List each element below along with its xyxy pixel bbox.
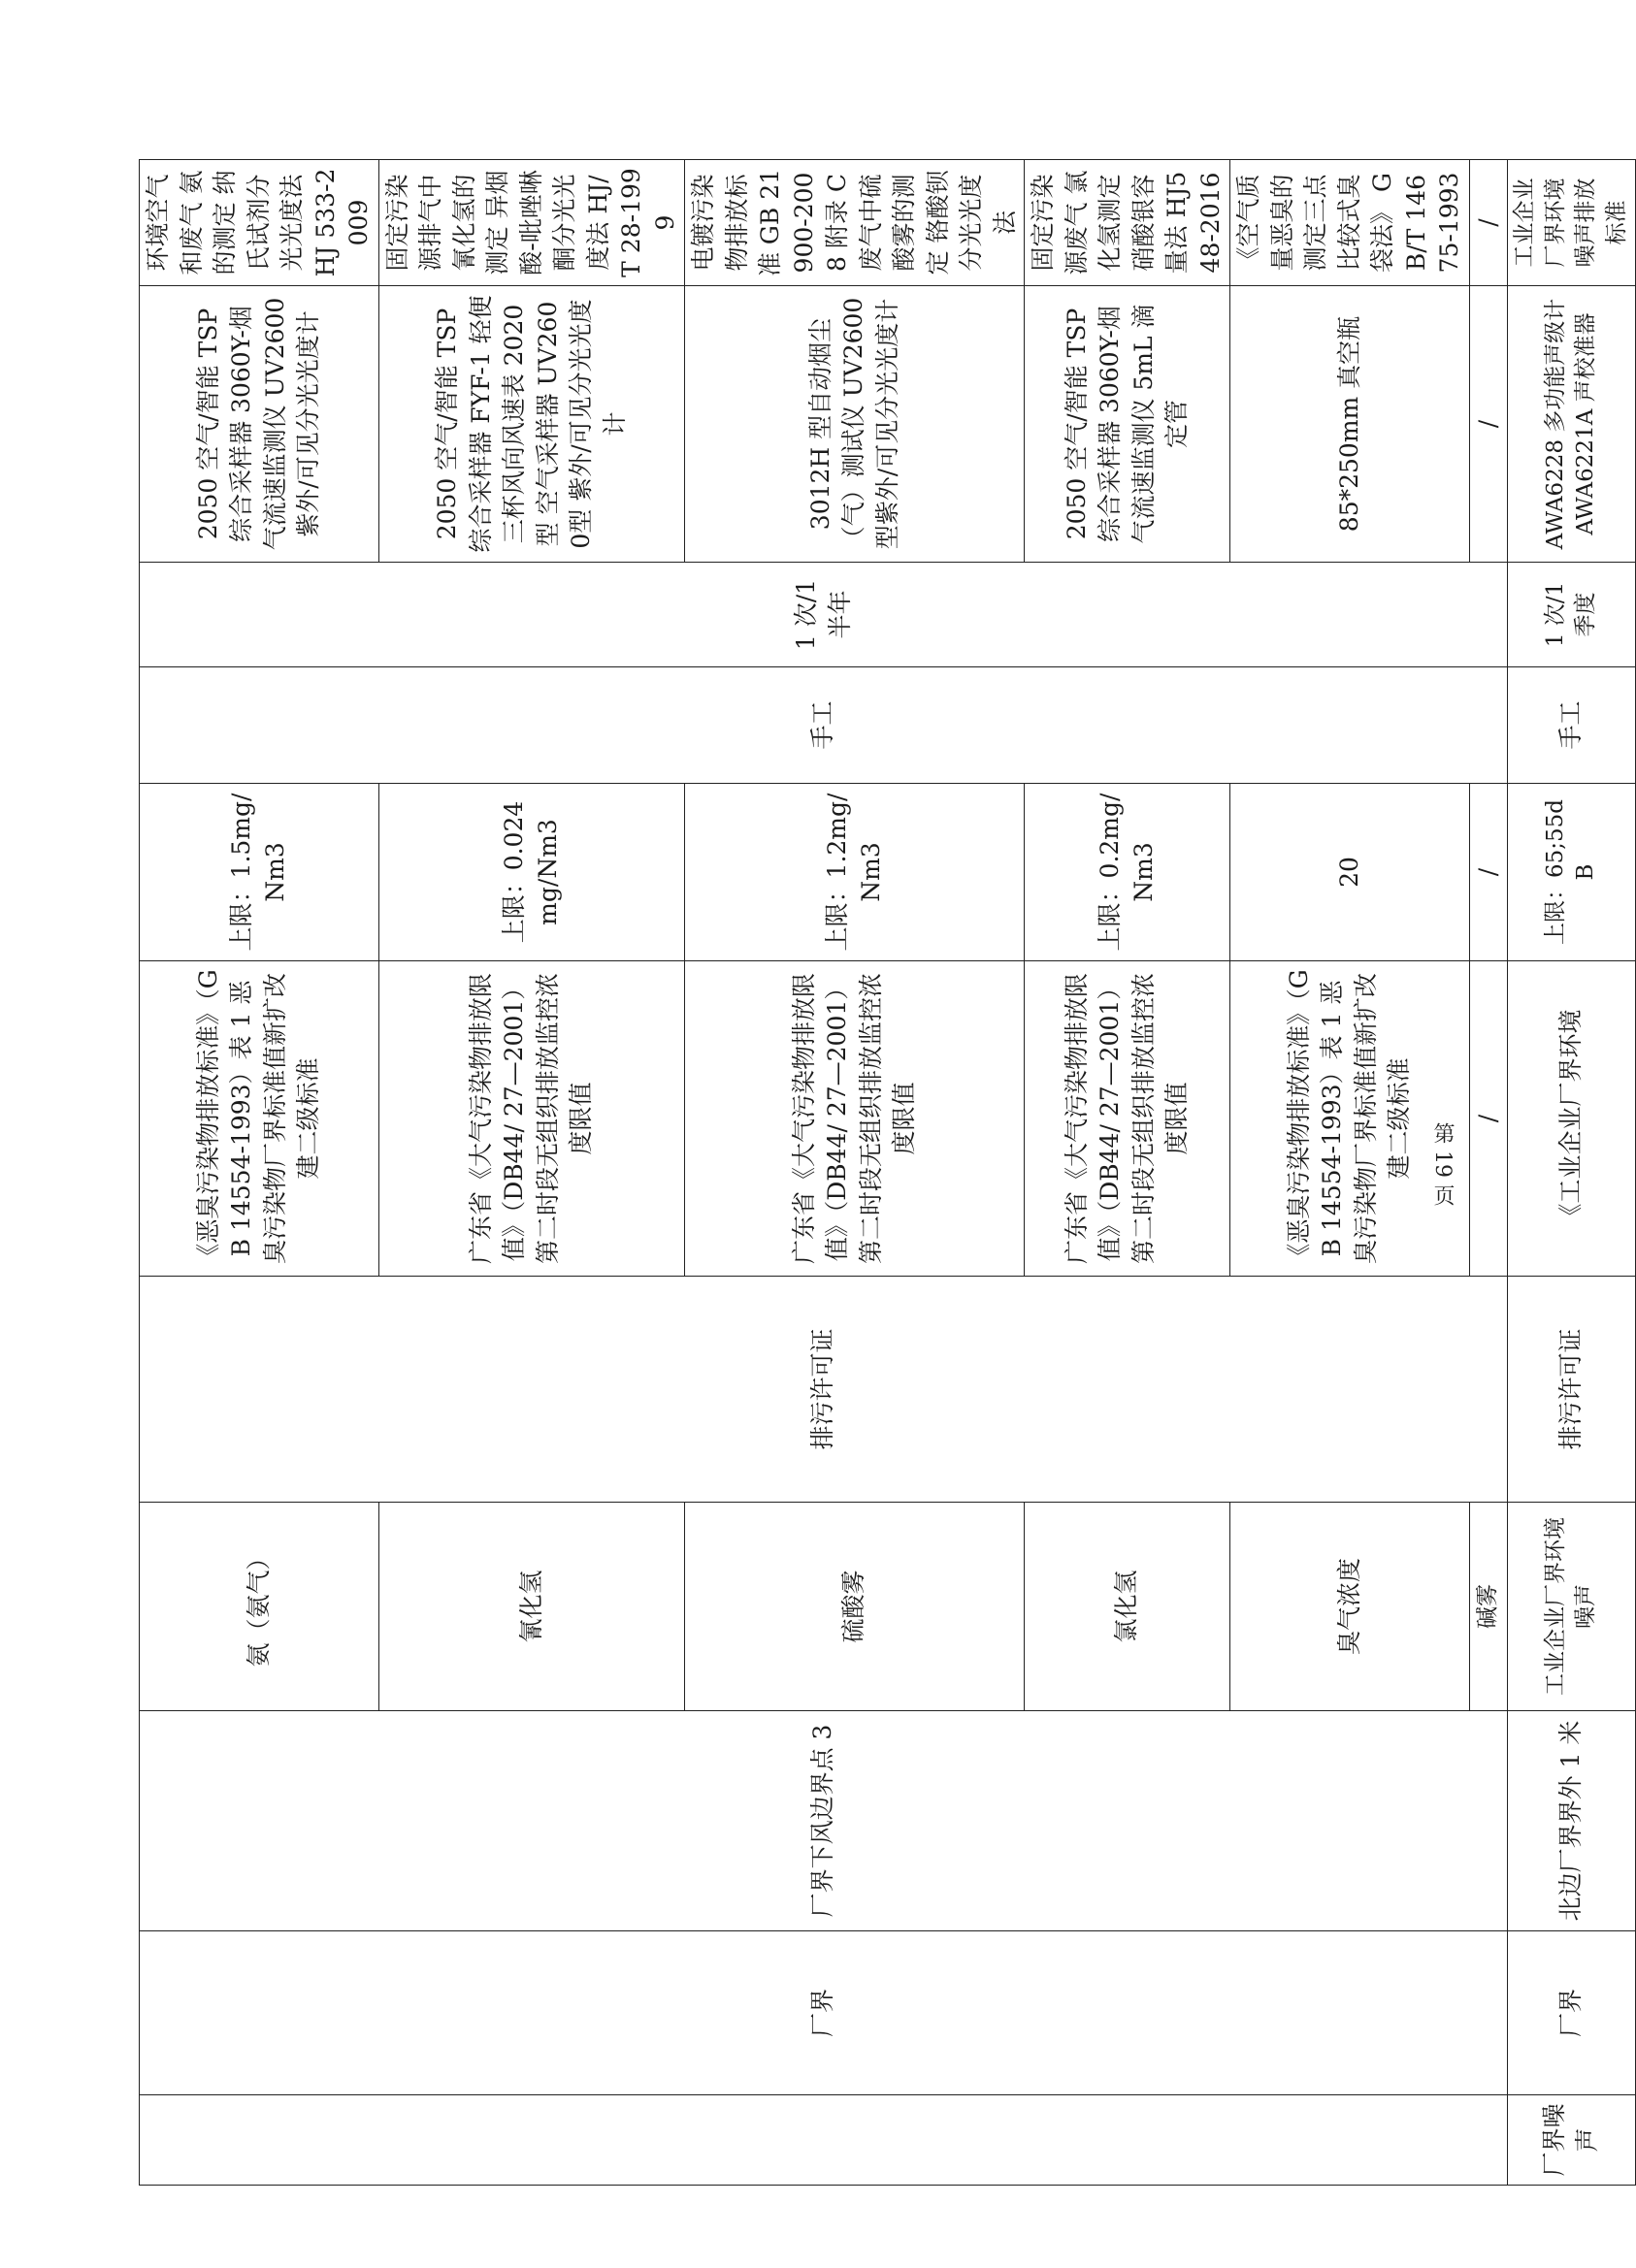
cell-mode: 手工 xyxy=(140,667,1508,784)
cell-frequency: 1 次/1 半年 xyxy=(140,563,1508,667)
cell-limit: 20 xyxy=(1230,784,1470,961)
cell-pollutant: 工业企业厂界环境噪声 xyxy=(1508,1503,1636,1711)
cell-standard: 广东省《大气污染物排放限值》（DB44/ 27—2001）第二时段无组织排放监控浓度限值 xyxy=(378,961,685,1277)
cell-category-blank xyxy=(140,2095,1508,2186)
cell-limit: / xyxy=(1469,784,1508,961)
cell-limit: 上限：1.2mg/Nm3 xyxy=(685,784,1025,961)
cell-instrument: AWA6228 多功能声级计 AWA6221A 声校准器 xyxy=(1508,286,1636,563)
cell-instrument: 2050 空气/智能 TSP 综合采样器 3060Y-烟气流速监测仪 5mL 滴定管 xyxy=(1025,286,1230,563)
cell-method: / xyxy=(1469,160,1508,286)
cell-frequency: 1 次/1 季度 xyxy=(1508,563,1636,667)
cell-instrument: 85*250mm 真空瓶 xyxy=(1230,286,1470,563)
cell-method: 固定污染源排气中氰化氢的测定 异烟酸-吡唑啉酮分光光度法 HJ/T 28-1999 xyxy=(378,160,685,286)
cell-standard: 广东省《大气污染物排放限值》（DB44/ 27—2001）第二时段无组织排放监控浓度限值 xyxy=(1025,961,1230,1277)
cell-permit: 排污许可证 xyxy=(1508,1277,1636,1503)
cell-instrument: / xyxy=(1469,286,1508,563)
cell-instrument: 3012H 型自动烟尘（气）测试仪 UV2600 型紫外/可见分光光度计 xyxy=(685,286,1025,563)
cell-pollutant: 氰化氢 xyxy=(378,1503,685,1711)
cell-location: 北边厂界界外 1 米 xyxy=(1508,1711,1636,1931)
cell-standard: / xyxy=(1469,961,1508,1277)
cell-pollutant: 臭气浓度 xyxy=(1230,1503,1470,1711)
cell-pollutant: 氨（氨气） xyxy=(140,1503,379,1711)
cell-category: 厂界噪声 xyxy=(1508,2095,1636,2186)
cell-limit: 上限：0.2mg/Nm3 xyxy=(1025,784,1230,961)
cell-pollutant: 碱雾 xyxy=(1469,1503,1508,1711)
cell-limit: 上限：0.024mg/Nm3 xyxy=(378,784,685,961)
cell-pollutant: 氯化氢 xyxy=(1025,1503,1230,1711)
table-row xyxy=(1508,160,1636,2186)
cell-mode: 手工 xyxy=(1508,667,1636,784)
cell-method: 工业企业厂界环境噪声排放标准 xyxy=(1508,160,1636,286)
cell-method: 电镀污染物排放标准 GB 21900-2008 附录 C 废气中硫酸雾的测定 铬酸钡分光光度法 xyxy=(685,160,1025,286)
cell-scope: 厂界 xyxy=(140,1931,1508,2095)
cell-instrument: 2050 空气/智能 TSP 综合采样器 3060Y-烟气流速监测仪 UV2600 紫外/可见分光光度计 xyxy=(140,286,379,563)
cell-standard: 《工业企业厂界环境 xyxy=(1508,961,1636,1277)
cell-location: 厂界下风边界点 3 xyxy=(140,1711,1508,1931)
cell-method: 环境空气和废气 氨的测定 纳氏试剂分光光度法 HJ 533-2009 xyxy=(140,160,379,286)
cell-limit: 上限：65;55dB xyxy=(1508,784,1636,961)
cell-scope: 厂界 xyxy=(1508,1931,1636,2095)
page-number: 第 19 页 xyxy=(1430,1122,1455,1206)
cell-method: 《空气质量恶臭的测定三点比较式臭袋法》 GB/T 14675-1993 xyxy=(1230,160,1470,286)
cell-pollutant: 硫酸雾 xyxy=(685,1503,1025,1711)
cell-method: 固定污染源废气 氯化氢测定 硝酸银容量法 HJ548-2016 xyxy=(1025,160,1230,286)
cell-standard: 《恶臭污染物排放标准》（GB 14554-1993）表 1 恶臭污染物厂界标准值新扩改建二级标准 xyxy=(140,961,379,1277)
cell-instrument: 2050 空气/智能 TSP 综合采样器 FYF-1 轻便三杯风向风速表 2020 型 空气采样器 UV2600型 紫外/可见分光光度计 xyxy=(378,286,685,563)
cell-standard: 广东省《大气污染物排放限值》（DB44/ 27—2001）第二时段无组织排放监控浓度限值 xyxy=(685,961,1025,1277)
table-row xyxy=(140,160,379,2186)
cell-standard: 《恶臭污染物排放标准》（GB 14554-1993）表 1 恶臭污染物厂界标准值新扩改建二级标准 xyxy=(1230,961,1470,1277)
cell-limit: 上限：1.5mg/Nm3 xyxy=(140,784,379,961)
cell-permit: 排污许可证 xyxy=(140,1277,1508,1503)
